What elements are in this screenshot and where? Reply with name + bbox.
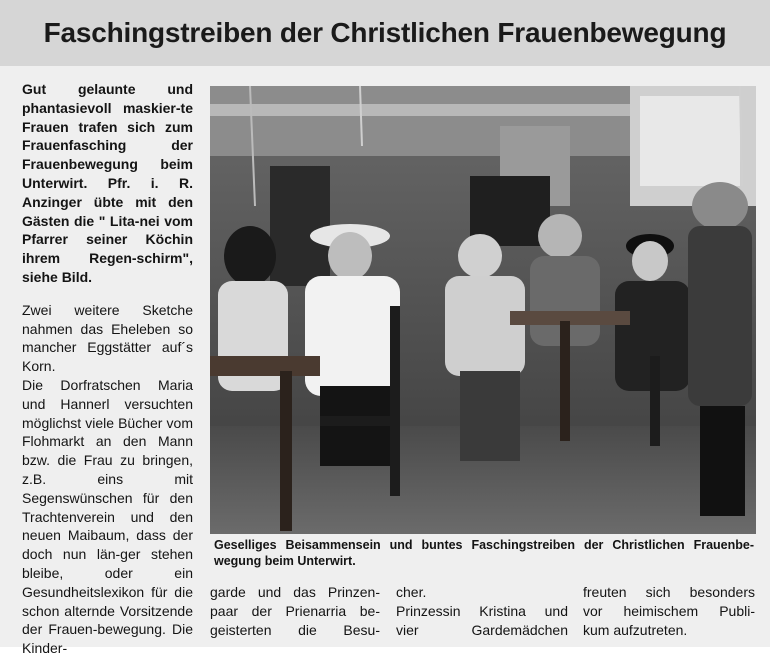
col4-line2: vor heimischem Publi- — [583, 602, 755, 619]
paragraph-sketches: Zwei weitere Sketche nahmen das Eheleben so mancher Eggstätter auf´s Korn. — [22, 301, 193, 375]
col3-line2: Prinzessin Kristina und — [396, 602, 568, 619]
bottom-column-3 — [396, 583, 568, 639]
col3-line3: vier Gardemädchen — [396, 621, 568, 638]
lead-paragraph: Gut gelaunte und phantasievoll maskier-te Frauen trafen sich zum Frauenfasching der Frauenbewegung beim Unterwirt. Pfr. i. R. Anzinger übte mit den Gästen die " Lita-nei vom Pfarrer seiner Köchin ihrem Regen-schirm", siehe Bild. — [22, 81, 193, 285]
col4-line1: freuten sich besonders — [583, 584, 755, 600]
col2-line1: garde und das Prinzen- — [210, 584, 380, 600]
bottom-column-2 — [210, 583, 380, 639]
event-photo-illustration — [210, 86, 756, 534]
event-photo — [210, 86, 756, 534]
bottom-column-4 — [583, 583, 755, 639]
article-headline: Faschingstreiben der Christlichen Frauenbewegung — [43, 17, 727, 48]
col4-line3: kum aufzutreten. — [583, 621, 688, 638]
headline-bar — [0, 0, 770, 66]
col2-line3: geisterten die Besu- — [210, 621, 380, 638]
paragraph-dorfratschen: Die Dorfratschen Maria und Hannerl versuchten möglichst viele Bücher vom Flohmarkt an den Mann bzw. die Frau zu bringen, z.B. eins mit Segenswünschen für den Trachtenverein und den neuen Maibaum, dass der doch nun län-ger stehen bleibe, oder ein Gesundheitslexikon für die schon alternde Vorsitzende der Frauen-bewegung. Die Kinder- — [22, 376, 193, 657]
left-text-column — [22, 80, 193, 657]
photo-caption: Geselliges Beisammensein und buntes Faschingstreiben der Christlichen Frauenbe-wegung beim Unterwirt. — [214, 538, 754, 568]
col3-line1: cher. — [396, 584, 427, 600]
col2-line2: paar der Prienarria be- — [210, 602, 380, 619]
